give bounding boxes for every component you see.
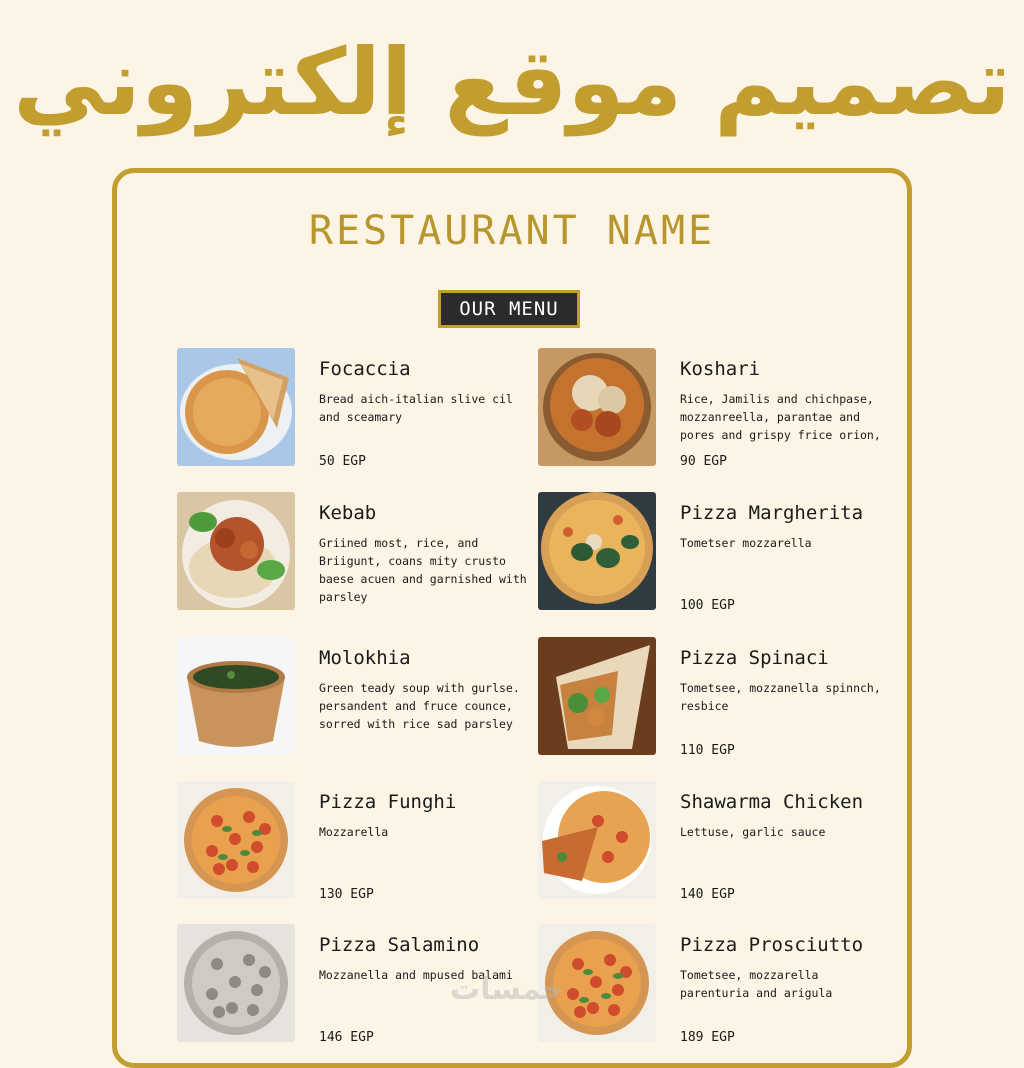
menu-item[interactable] (177, 348, 527, 468)
menu-item-price: 130 EGP (319, 887, 374, 902)
menu-item-description: Green teady soup with gurlse. persandent and fruce counce, sorred with rice sad parsley (319, 681, 520, 731)
menu-item-name: Pizza Salamino (319, 934, 480, 956)
menu-item-image (177, 492, 295, 610)
menu-item-name: Pizza Spinaci (680, 647, 829, 669)
restaurant-name: RESTAURANT NAME (308, 208, 716, 254)
menu-item-name: Pizza Margherita (680, 502, 864, 524)
page-headline: تصميم موقع إلكتروني (13, 29, 1011, 136)
menu-item-info (680, 791, 890, 902)
menu-item-name: Kebab (319, 502, 377, 524)
menu-item[interactable] (177, 637, 527, 757)
menu-item[interactable] (177, 781, 527, 901)
menu-item-image (177, 924, 295, 1042)
menu-item-description: Tometsee, mozzarella parenturia and arigula (680, 968, 833, 1000)
menu-item-name: Pizza Funghi (319, 791, 457, 813)
menu-item-info (680, 647, 890, 758)
menu-item-info (319, 502, 529, 616)
menu-item-price: 146 EGP (319, 1030, 374, 1045)
menu-item[interactable] (538, 348, 888, 468)
menu-item-description: Mozzanella and mpused balami (319, 968, 513, 982)
menu-item[interactable] (538, 924, 888, 1044)
menu-item-description: Lettuse, garlic sauce (680, 825, 826, 839)
menu-item-price: 140 EGP (680, 887, 735, 902)
menu-item-info (319, 791, 529, 902)
menu-item-price: 90 EGP (680, 454, 727, 469)
menu-item-description: Bread aich-italian slive cil and sceamary (319, 392, 513, 424)
menu-item-price: 189 EGP (680, 1030, 735, 1045)
our-menu-badge: OUR MENU (438, 290, 580, 328)
menu-item-name: Koshari (680, 358, 761, 380)
menu-item-name: Pizza Prosciutto (680, 934, 864, 956)
menu-item-image (177, 637, 295, 755)
menu-item-name: Shawarma Chicken (680, 791, 864, 813)
menu-item[interactable] (538, 637, 888, 757)
menu-item-info (680, 358, 890, 469)
watermark: خمسات (450, 972, 564, 1007)
menu-item-info (319, 358, 529, 469)
menu-item-price: 110 EGP (680, 743, 735, 758)
menu-item-description: Tometsee, mozzanella spinnch, resbice (680, 681, 881, 713)
menu-item-name: Molokhia (319, 647, 411, 669)
menu-item-price: 100 EGP (680, 598, 735, 613)
menu-item[interactable] (538, 492, 888, 612)
menu-item-description: Mozzarella (319, 825, 389, 839)
menu-item-info (680, 502, 890, 613)
menu-item-image (538, 637, 656, 755)
menu-item-image (177, 348, 295, 466)
menu-item-price: 50 EGP (319, 454, 366, 469)
menu-item-description: Tometser mozzarella (680, 536, 812, 550)
menu-item-image (538, 781, 656, 899)
menu-item-description: Griined most, rice, and Briigunt, coans mity crusto baese acuen and garnished with parsley (319, 536, 527, 604)
menu-item-image (177, 781, 295, 899)
menu-item-name: Focaccia (319, 358, 411, 380)
menu-item-info (680, 934, 890, 1045)
menu-item[interactable] (177, 492, 527, 612)
menu-item[interactable] (538, 781, 888, 901)
menu-item-image (538, 492, 656, 610)
menu-item-description: Rice, Jamilis and chichpase, mozzanreella, parantae and pores and grispy frice orion, (680, 392, 881, 442)
menu-item-image (538, 348, 656, 466)
menu-item-info (319, 647, 529, 743)
